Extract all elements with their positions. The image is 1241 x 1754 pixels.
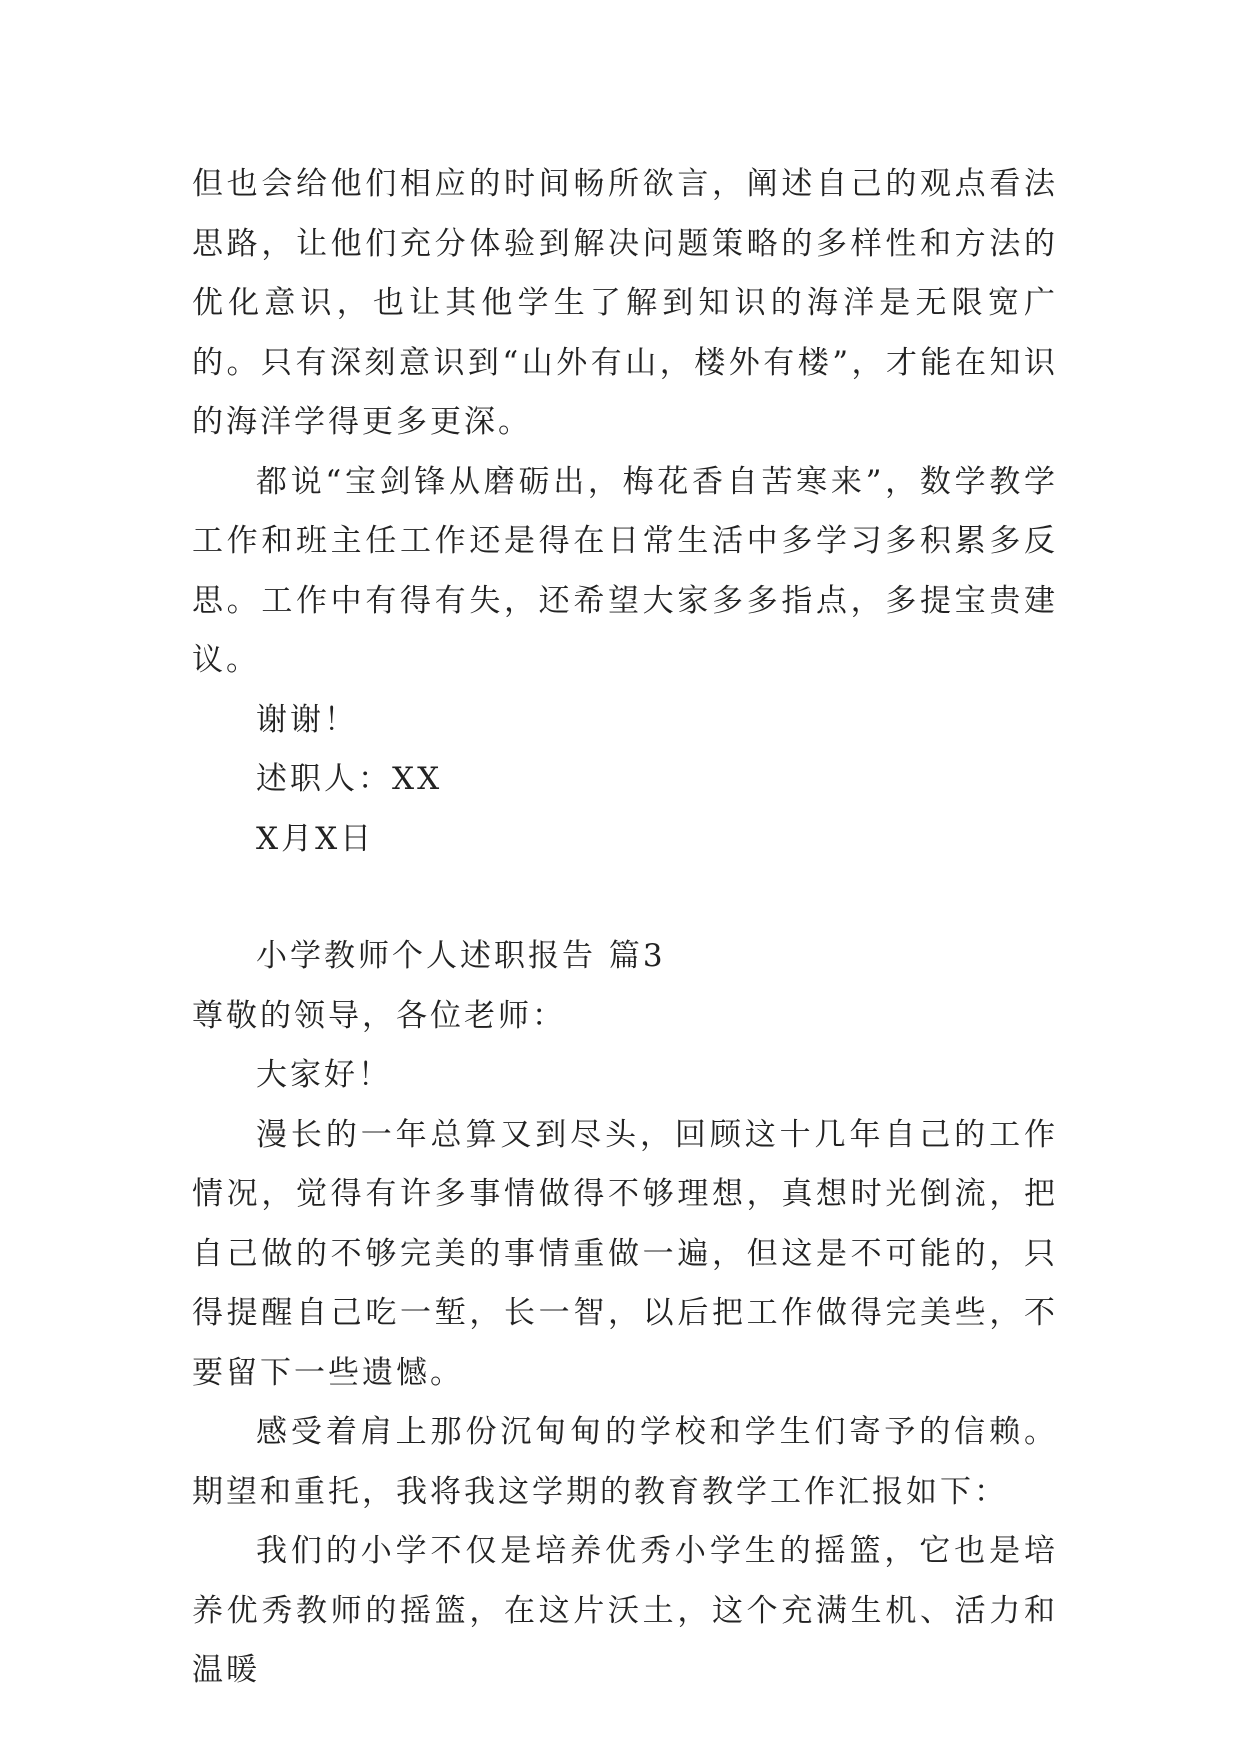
document-body [192,155,1058,1701]
salutation-line: 尊敬的领导，各位老师： [192,997,566,1034]
greeting-line: 大家好！ [256,1057,392,1093]
thanks-line: 谢谢！ [256,701,358,738]
proverb-paragraph: 都说“宝剑锋从磨砺出，梅花香自苦寒来”，数学教学工作和班主任工作还是得在日常生活中多学习多积累多反思。工作中有得有失，还希望大家多多指点，多提宝贵建议。 [192,463,1058,678]
section-gap [192,869,1058,927]
signature-line: 述职人：XX [256,761,443,797]
trust-paragraph: 感受着肩上那份沉甸甸的学校和学生们寄予的信赖。期望和重托，我将我这学期的教育教学工作汇报如下： [192,1414,1058,1510]
date-line: X月X日 [256,820,375,857]
school-paragraph: 我们的小学不仅是培养优秀小学生的摇篮，它也是培养优秀教师的摇篮，在这片沃土，这个充满生机、活力和温暖 [192,1533,1058,1688]
section-title: 小学教师个人述职报告 篇3 [256,938,666,974]
continued-paragraph: 但也会给他们相应的时间畅所欲言，阐述自己的观点看法思路，让他们充分体验到解决问题策略的多样性和方法的优化意识，也让其他学生了解到知识的海洋是无限宽广的。只有深刻意识到“山外有山，楼外有楼”，才能在知识的海洋学得更多更深。 [192,166,1058,440]
review-paragraph: 漫长的一年总算又到尽头，回顾这十几年自己的工作情况，觉得有许多事情做得不够理想，真想时光倒流，把自己做的不够完美的事情重做一遍，但这是不可能的，只得提醒自己吃一堑，长一智，以后把工作做得完美些，不要留下一些遗憾。 [192,1116,1058,1391]
